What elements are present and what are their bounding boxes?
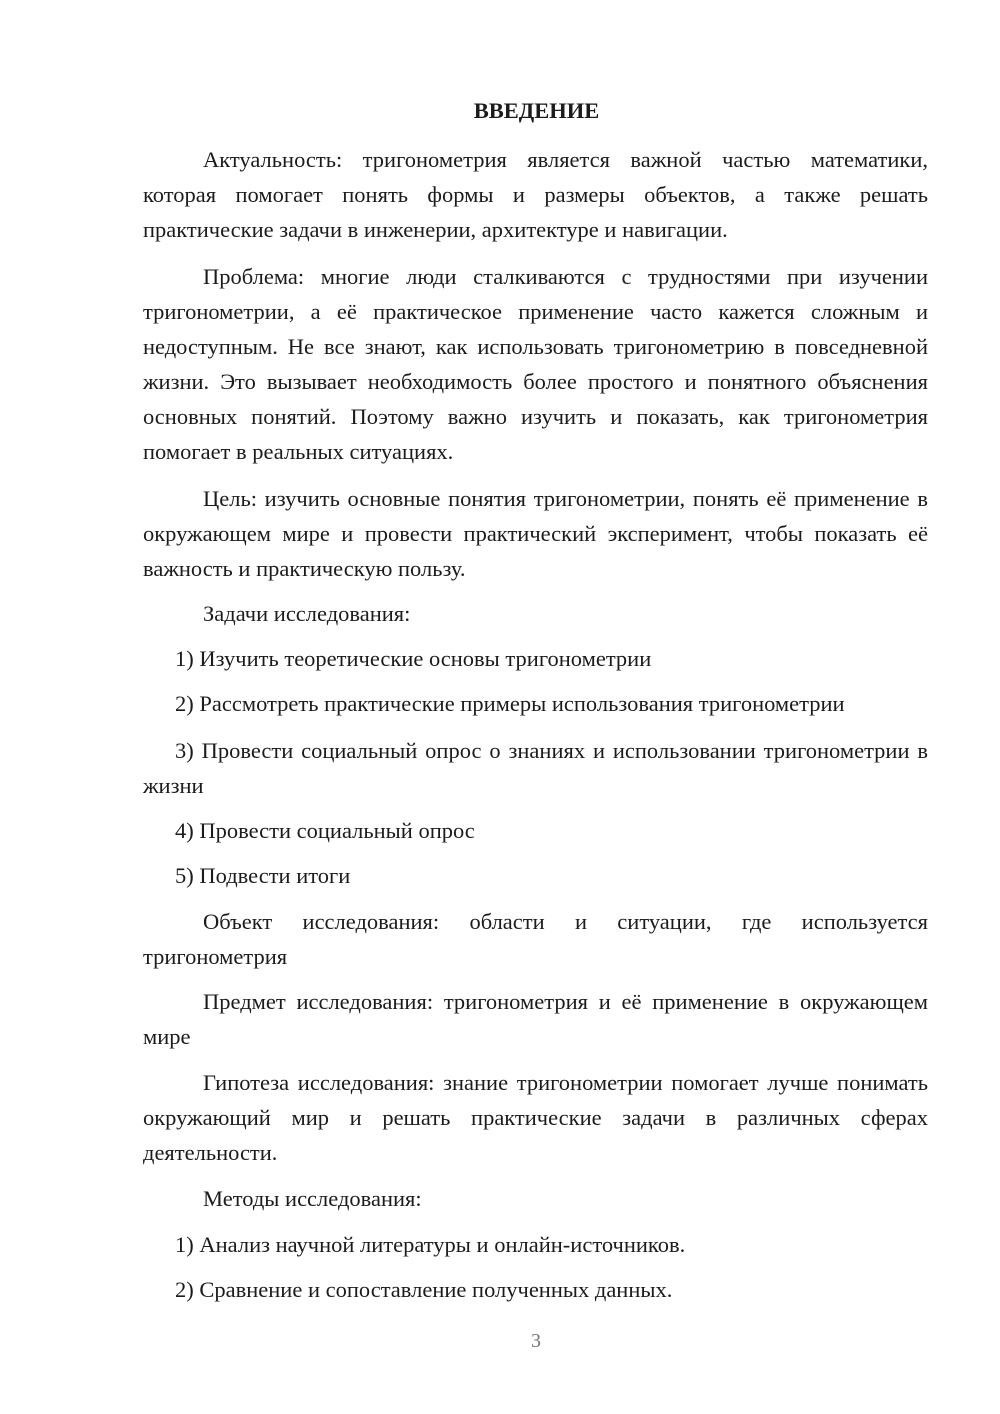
task-item: 2) Рассмотреть практические примеры использования тригонометрии bbox=[175, 691, 845, 716]
section-title: ВВЕДЕНИЕ bbox=[473, 98, 600, 123]
method-item: 1) Анализ научной литературы и онлайн-источников. bbox=[175, 1232, 686, 1257]
subject-paragraph: Предмет исследования: тригонометрия и её применение в окружающем мире bbox=[143, 989, 928, 1049]
task-item: 1) Изучить теоретические основы тригонометрии bbox=[175, 646, 652, 671]
page-number: 3 bbox=[531, 1330, 541, 1352]
tasks-heading: Задачи исследования: bbox=[203, 601, 411, 626]
problem-paragraph: Проблема: многие люди сталкиваются с трудностями при изучении тригонометрии, а её практическое применение часто кажется сложным и недоступным. Не все знают, как использовать тригонометрию в повседневной жизни. Это вызывает необходимость более простого и понятного объяснения основных понятий. Поэтому важно изучить и показать, как тригонометрия помогает в реальных ситуациях. bbox=[143, 264, 928, 464]
task-item: 4) Провести социальный опрос bbox=[175, 818, 475, 843]
relevance-paragraph: Актуальность: тригонометрия является важной частью математики, которая помогает понять формы и размеры объектов, а также решать практические задачи в инженерии, архитектуре и навигации. bbox=[143, 147, 928, 242]
hypothesis-paragraph: Гипотеза исследования: знание тригонометрии помогает лучше понимать окружающий мир и решать практические задачи в различных сферах деятельности. bbox=[143, 1070, 928, 1165]
methods-heading: Методы исследования: bbox=[203, 1186, 422, 1211]
task-item: 5) Подвести итоги bbox=[175, 863, 351, 888]
object-paragraph: Объект исследования: области и ситуации, где используется тригонометрия bbox=[143, 909, 928, 969]
goal-paragraph: Цель: изучить основные понятия тригонометрии, понять её применение в окружающем мире и провести практический эксперимент, чтобы показать её важность и практическую пользу. bbox=[143, 486, 928, 581]
task-item: 3) Провести социальный опрос о знаниях и использовании тригонометрии в жизни bbox=[143, 738, 928, 798]
method-item: 2) Сравнение и сопоставление полученных данных. bbox=[175, 1277, 673, 1302]
